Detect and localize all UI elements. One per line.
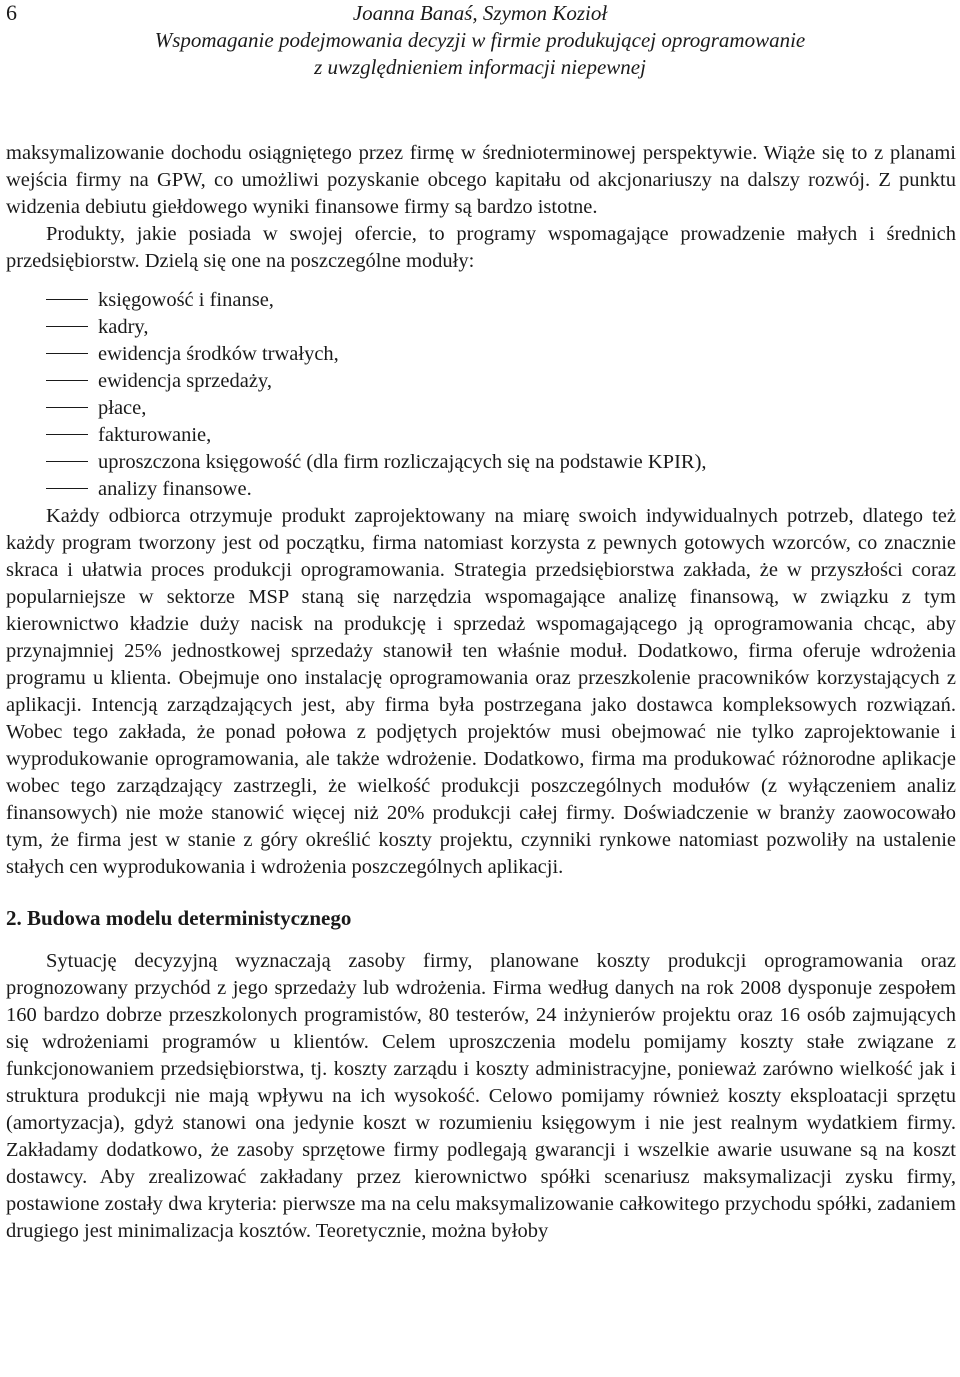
dash-bullet-icon [46, 326, 88, 327]
dash-bullet-icon [46, 434, 88, 435]
dash-bullet-icon [46, 353, 88, 354]
paragraph-3: Każdy odbiorca otrzymuje produkt zaprojektowany na miarę swoich indywidualnych potrzeb, dlatego też każdy program tworzony jest od początku, firma natomiast korzysta z pewnych gotowych wzorców, co znacznie skraca i ułatwia proces produkcji oprogramowania. Strategia przedsiębiorstwa zakłada, że w przyszłości coraz popularniejsze w sektorze MSP staną się narzędzia wspomagające analizę finansową, w związku z tym kierownictwo kładzie duży nacisk na produkcję i sprzedaż wspomagającego ją oprogramowania chcąc, aby przynajmniej 25% jednostkowej sprzedaży stanowił ten właśnie moduł. Dodatkowo, firma oferuje wdrożenia programu u klienta. Obejmuje ono instalację oprogramowania oraz przeszkolenie pracowników korzystających z aplikacji. Intencją zarządzających jest, aby firma była postrzegana jako dostawca kompleksowych rozwiązań. Wobec tego zakłada, że ponad połowa z podjętych projektów musi obejmować nie tylko zaprojektowanie i wyprodukowanie oprogramowania, ale także wdrożenie. Dodatkowo, firma ma produkować różnorodne aplikacje wobec tego zarządzający zastrzegli, że wielkość produkcji poszczególnych modułów (z wyłączeniem analiz finansowych) nie może stanowić więcej niż 20% produkcji całej firmy. Doświadczenie w branży zaowocowało tym, że firma jest w stanie z góry określić koszty projektu, czynniki rynkowe natomiast pozwoliły na ustalenie stałych cen wyprodukowania i wdrożenia poszczególnych aplikacji. [6, 505, 956, 878]
dash-bullet-icon [46, 380, 88, 381]
list-item-text: analizy finansowe. [98, 478, 252, 500]
list-item [46, 395, 956, 422]
list-item [46, 476, 956, 503]
paragraph-2: Produkty, jakie posiada w swojej ofercie, to programy wspomagające prowadzenie małych i średnich przedsiębiorstw. Dzielą się one na poszczególne moduły: [6, 223, 956, 272]
list-item-text: kadry, [98, 316, 149, 338]
running-head-authors: Joanna Banaś, Szymon Kozioł [352, 1, 608, 25]
list-item-text: księgowość i finanse, [98, 289, 274, 311]
list-item [46, 368, 956, 395]
running-head [0, 0, 960, 81]
paragraph-4: Sytuację decyzyjną wyznaczają zasoby firmy, planowane koszty produkcji oprogramowania oraz prognozowany przychód z jego sprzedaży lub wdrożenia. Firma według danych na rok 2008 dysponuje zespołem 160 bardzo dobrze przeszkolonych programistów, 80 testerów, 24 inżynierów projektu oraz 16 osób zajmujących się wdrożeniami programów u klientów. Celem uproszczenia modelu pomijamy koszty stałe związane z funkcjonowaniem przedsiębiorstwa, tj. koszty zarządu i koszty administracyjne, ponieważ zarówno wielkość jak i struktura produkcji nie mają wpływu na ich wysokość. Celowo pomijamy również koszty eksploatacji sprzętu (amortyzacja), gdyż stanowi ona jedynie koszt w rozumieniu księgowym i nie jest realnym wydatkiem firmy. Zakładamy dodatkowo, że zasoby sprzętowe firmy podlegają gwarancji i wszelkie awarie usuwane są na koszt dostawcy. Aby zrealizować zakładany przez kierownictwo spółki scenariusz maksymalizacji zysku firmy, postawione zostały dwa kryteria: pierwsze ma na celu maksymalizowanie całkowitego przychodu spółki, zadaniem drugiego jest minimalizacja kosztów. Teoretycznie, można byłoby [6, 950, 956, 1242]
paragraph-1: maksymalizowanie dochodu osiągniętego przez firmę w średnioterminowej perspektywie. Wiąże się to z planami wejścia firmy na GPW, co umożliwi pozyskanie obcego kapitału od akcjonariuszy na dalszy rozwój. Z punktu widzenia debiutu giełdowego wyniki finansowe firmy są bardzo istotne. [6, 142, 956, 218]
list-item-text: płace, [98, 397, 147, 419]
article-body [6, 140, 956, 1245]
running-head-title-line2: z uwzględnieniem informacji niepewnej [314, 55, 646, 79]
dash-bullet-icon [46, 299, 88, 300]
list-item-text: ewidencja sprzedaży, [98, 370, 272, 392]
dash-bullet-icon [46, 461, 88, 462]
running-head-title-line1: Wspomaganie podejmowania decyzji w firmie produkującej oprogramowanie [154, 28, 806, 52]
list-item [46, 314, 956, 341]
dash-bullet-icon [46, 488, 88, 489]
page-number: 6 [6, 0, 17, 25]
dash-bullet-icon [46, 407, 88, 408]
list-item [46, 287, 956, 314]
list-item-text: uproszczona księgowość (dla firm rozliczających się na podstawie KPIR), [98, 451, 707, 473]
list-item [46, 449, 956, 476]
list-item [46, 422, 956, 449]
list-item-text: ewidencja środków trwałych, [98, 343, 339, 365]
list-item-text: fakturowanie, [98, 424, 212, 446]
list-item [46, 341, 956, 368]
section-heading: 2. Budowa modelu deterministycznego [6, 906, 352, 930]
modules-list [6, 287, 956, 503]
